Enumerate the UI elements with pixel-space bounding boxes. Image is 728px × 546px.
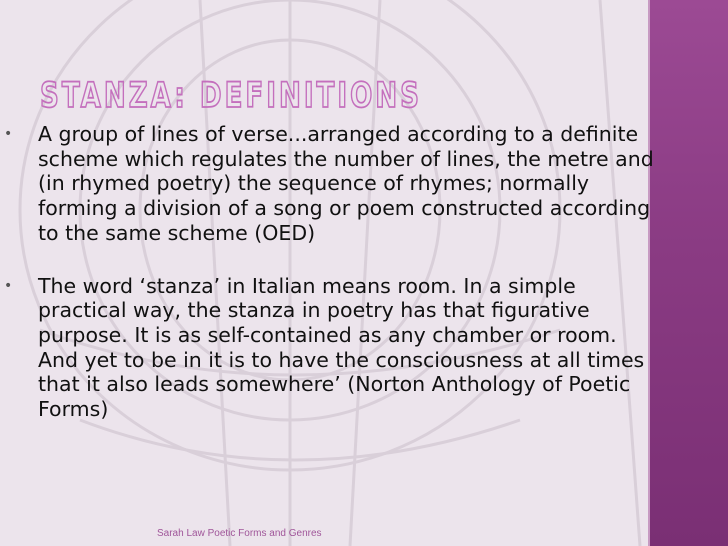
bullet-item bbox=[0, 122, 660, 246]
bullet-list bbox=[0, 122, 660, 422]
slide-title bbox=[40, 70, 440, 120]
bullet-text: The word ‘stanza’ in Italian means room. In a simple practical way, the stanza in poetry has that figurative purpose. It is as self-contained as any chamber or room. And yet to be in it is to have the consciousness at all times that it also leads somewhere’ (Norton Anthology of Poetic Forms) bbox=[38, 273, 645, 422]
bullet-marker: • bbox=[4, 126, 13, 142]
slide-footer: Sarah Law Poetic Forms and Genres bbox=[157, 528, 322, 539]
slide-title-text: Stanza: definitions bbox=[40, 76, 422, 116]
bullet-text: A group of lines of verse...arranged according to a definite scheme which regulates the number of lines, the metre and (in rhymed poetry) the sequence of rhymes; normally forming a division of a song or poem constructed according to the same scheme (OED) bbox=[38, 122, 654, 245]
accent-bar bbox=[650, 0, 728, 546]
bullet-marker: • bbox=[4, 277, 13, 294]
bullet-item bbox=[0, 274, 660, 422]
